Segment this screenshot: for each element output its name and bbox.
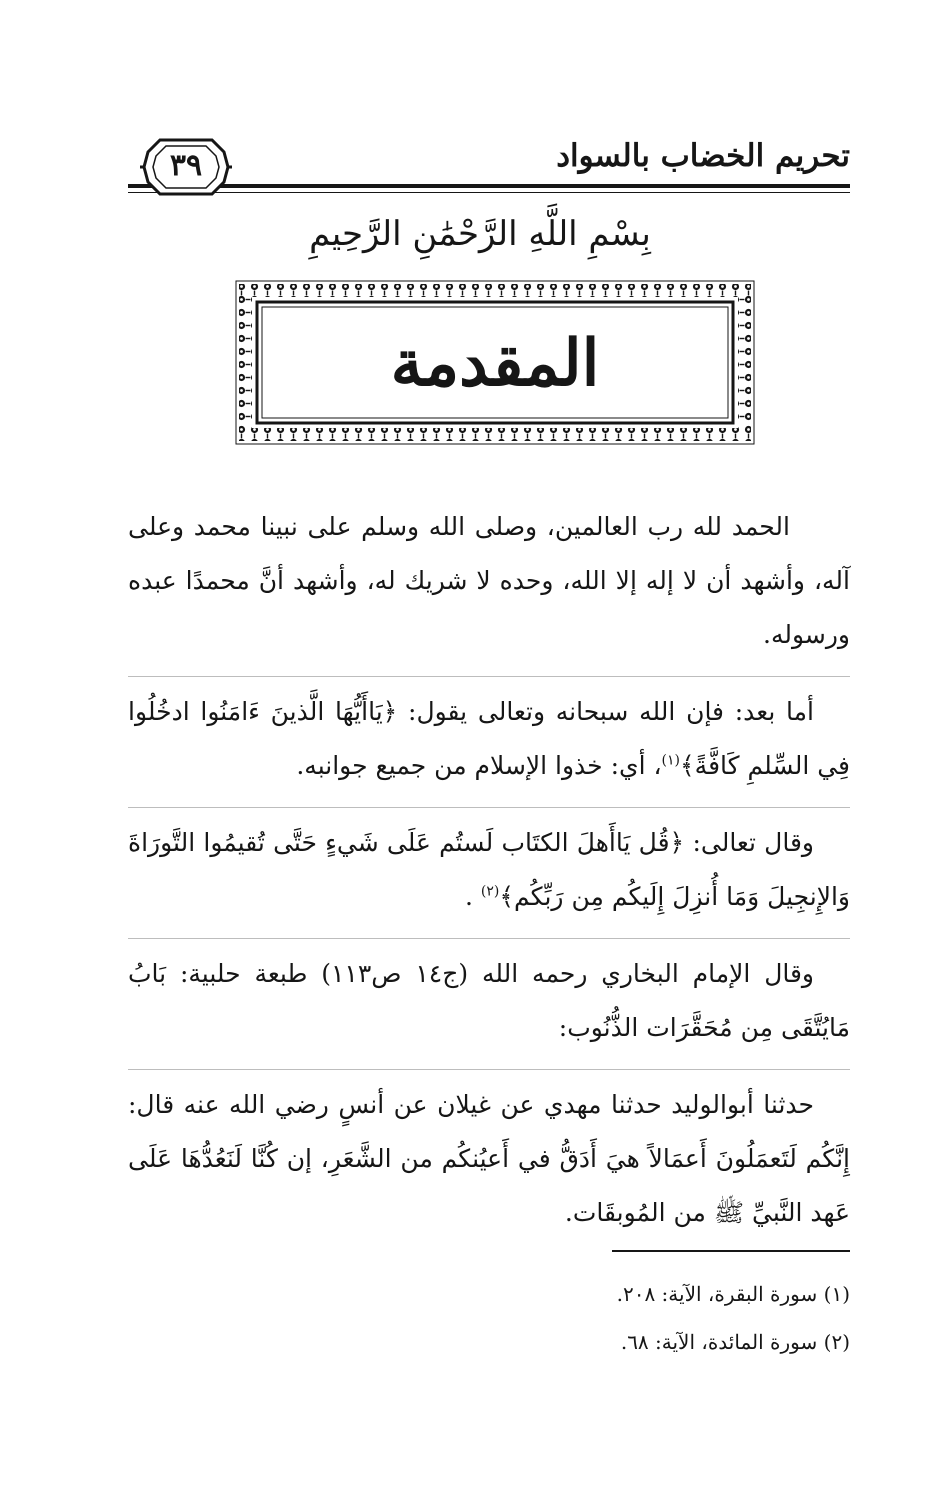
paragraph-divider [128, 676, 850, 677]
header-rule-thin [128, 192, 850, 193]
chapter-title-frame [235, 280, 755, 445]
footnotes [128, 1270, 850, 1366]
basmala: بِسْمِ اللَّهِ الرَّحْمَٰنِ الرَّحِيمِ [309, 214, 651, 254]
paragraph-qul [128, 816, 850, 924]
paragraph-qul-text: وقال تعالى: ﴿قُل يَاأَهلَ الكتَاب لَستُم عَلَى شَيءٍ حَتَّى تُقيمُوا التَّورَاةَ وَالإِنجِيلَ وَمَا أُنزِلَ إِلَيكُم مِن رَبِّكُم﴾ [128, 828, 850, 911]
body-text [128, 500, 850, 1254]
paragraph-hadith: حدثنا أبوالوليد حدثنا مهدي عن غيلان عن أنسٍ رضي الله عنه قال: إِنَّكُم لَتَعمَلُونَ أَعمَالاً هيَ أَدَقُّ في أَعيُنكُم من الشَّعَرِ، إن كُنَّا لَنَعُدُّهَا عَلَى عَهد النَّبيِّ ﷺ من المُوبقَات. [128, 1090, 850, 1227]
book-title: تحريم الخضاب بالسواد [556, 138, 850, 174]
footnote-2: (٢) سورة المائدة، الآية: ٦٨. [620, 1330, 850, 1354]
page-number: ٣٩ [169, 148, 203, 183]
paragraph-divider [128, 938, 850, 939]
paragraph-divider [128, 807, 850, 808]
paragraph-amma-bad-text: أما بعد: فإن الله سبحانه وتعالى يقول: ﴿يَاأَيُّهَا الَّذينَ ءَامَنُوا ادخُلُوا فِي السِّلمِ كَافَّةً﴾ [128, 697, 850, 780]
paragraph-intro: الحمد لله رب العالمين، وصلى الله وسلم على نبينا محمد وعلى آله، وأشهد أن لا إله إلا الله، وحده لا شريك له، وأشهد أنَّ محمدًا عبده ورسوله. [128, 512, 850, 649]
footnote-1: (١) سورة البقرة، الآية: ٢٠٨. [616, 1282, 850, 1306]
footnote-ref-1[interactable]: (١) [661, 752, 681, 769]
page-number-badge [140, 132, 232, 202]
paragraph-divider [128, 1069, 850, 1070]
running-header [128, 128, 850, 206]
paragraph-amma-bad-tail: ، أي: خذوا الإسلام من جميع جوانبه. [296, 751, 662, 780]
paragraph-amma-bad [128, 685, 850, 793]
footnote-rule [612, 1250, 850, 1252]
paragraph-bukhari: وقال الإمام البخاري رحمه الله (ج١٤ ص١١٣) طبعة حلبية: بَابُ مَايُتَّقَى مِن مُحَقَّرَات الذُّنُوب: [128, 959, 850, 1042]
chapter-title: المقدمة [390, 326, 600, 401]
footnote-ref-2[interactable]: (٢) [480, 883, 500, 900]
header-rule-thick [128, 184, 850, 188]
paragraph-qul-tail: . [465, 882, 481, 911]
